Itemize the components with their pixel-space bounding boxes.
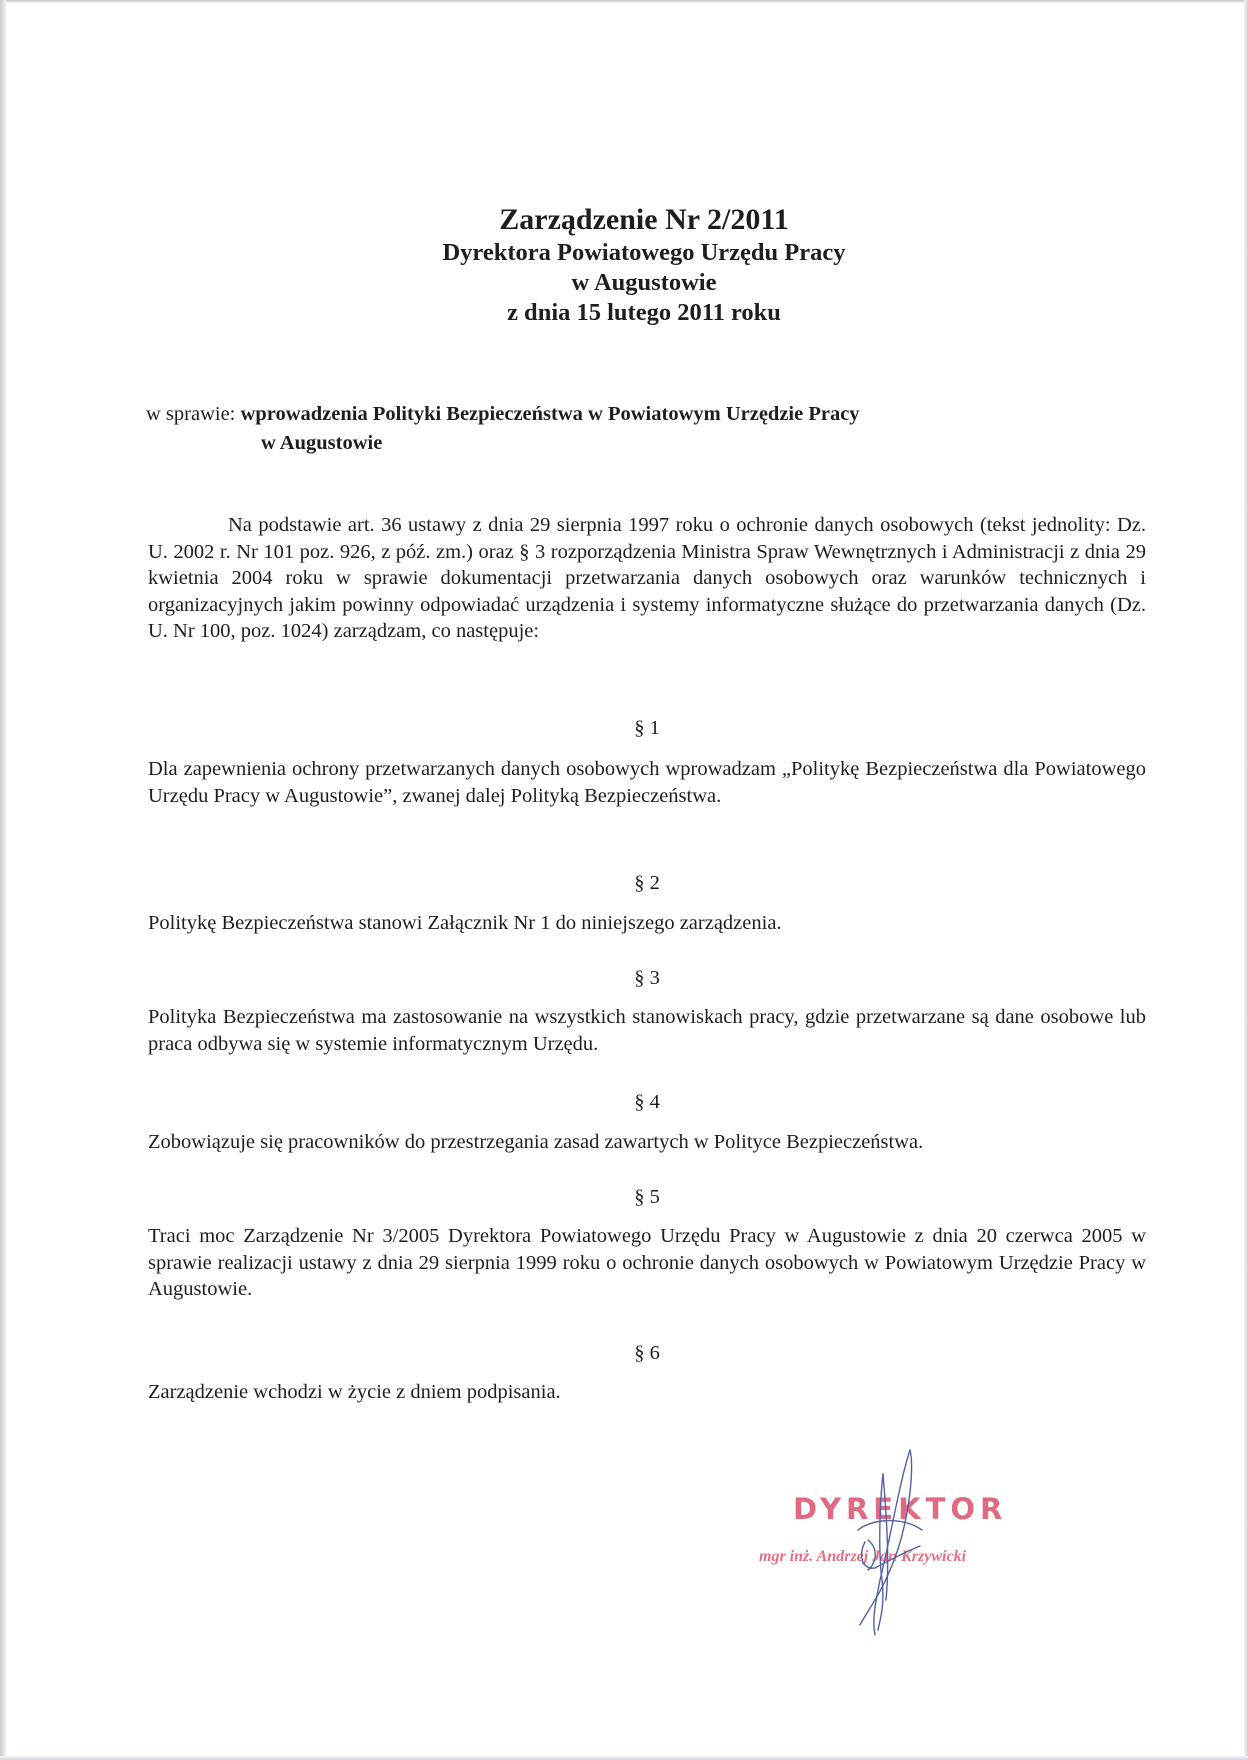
signature-stamp-block [740, 1420, 1040, 1650]
stamp-name: mgr inż. Andrzej Jan Krzywicki [759, 1548, 967, 1565]
scan-edge-bottom [0, 1756, 1248, 1760]
document-header [0, 202, 1248, 328]
paragraph-sign-2: § 2 [634, 872, 660, 894]
paragraph-sign-1: § 1 [634, 717, 660, 739]
paragraph-text-5: Traci moc Zarządzenie Nr 3/2005 Dyrektora Powiatowego Urzędu Pracy w Augustowie z dnia 20 czerwca 2005 w sprawie realizacji ustawy z dnia 29 sierpnia 1999 roku o ochronie danych osobowych w Powiatowym Urzędzie Pracy w Augustowie. [148, 1225, 1146, 1300]
paragraph-text-6: Zarządzenie wchodzi w życie z dniem podpisania. [148, 1381, 561, 1403]
paragraph-sign-6: § 6 [634, 1342, 660, 1364]
issuer-location: w Augustowie [571, 269, 717, 296]
paragraph-text-3: Polityka Bezpieczeństwa ma zastosowanie na wszystkich stanowiskach pracy, gdzie przetwarzane są dane osobowe lub praca odbywa się w systemie informatycznym Urzędu. [148, 1006, 1146, 1055]
paragraph-sign-3: § 3 [634, 967, 660, 989]
subject-text: wprowadzenia Polityki Bezpieczeństwa w Powiatowym Urzędzie Pracy [240, 403, 860, 425]
paragraph-text-1: Dla zapewnienia ochrony przetwarzanych danych osobowych wprowadzam „Politykę Bezpieczeństwa dla Powiatowego Urzędu Pracy w Augustowie”, zwanej dalej Polityką Bezpieczeństwa. [148, 758, 1146, 807]
subject-lead: w sprawie: [146, 403, 236, 425]
subject-text-continued: w Augustowie [261, 432, 383, 454]
handwritten-signature-icon [740, 1420, 1040, 1650]
document-title: Zarządzenie Nr 2/2011 [499, 203, 789, 236]
paragraph-text-2: Politykę Bezpieczeństwa stanowi Załącznik Nr 1 do niniejszego zarządzenia. [148, 912, 782, 934]
paragraph-text-4: Zobowiązuje się pracowników do przestrzegania zasad zawartych w Polityce Bezpieczeństwa. [148, 1131, 924, 1153]
preamble: Na podstawie art. 36 ustawy z dnia 29 sierpnia 1997 roku o ochronie danych osobowych (tekst jednolity: Dz. U. 2002 r. Nr 101 poz. 926, z póź. zm.) oraz § 3 rozporządzenia Ministra Spraw Wewnętrznych i Administracji z dnia 29 kwietnia 2004 roku w sprawie dokumentacji przetwarzania danych osobowych oraz warunków technicznych i organizacyjnych jakim powinny odpowiadać urządzenia i systemy informatyczne służące do przetwarzania danych (Dz. U. Nr 100, poz. 1024) zarządzam, co następuje: [148, 514, 1146, 642]
paragraph-sign-4: § 4 [634, 1091, 660, 1113]
stamp-title: DYREKTOR [793, 1492, 1008, 1526]
paragraph-sign-5: § 5 [634, 1186, 660, 1208]
issuer-line: Dyrektora Powiatowego Urzędu Pracy [442, 239, 846, 266]
issue-date: z dnia 15 lutego 2011 roku [507, 299, 781, 326]
scan-edge-top [0, 0, 1248, 3]
subject-line [146, 400, 1046, 458]
